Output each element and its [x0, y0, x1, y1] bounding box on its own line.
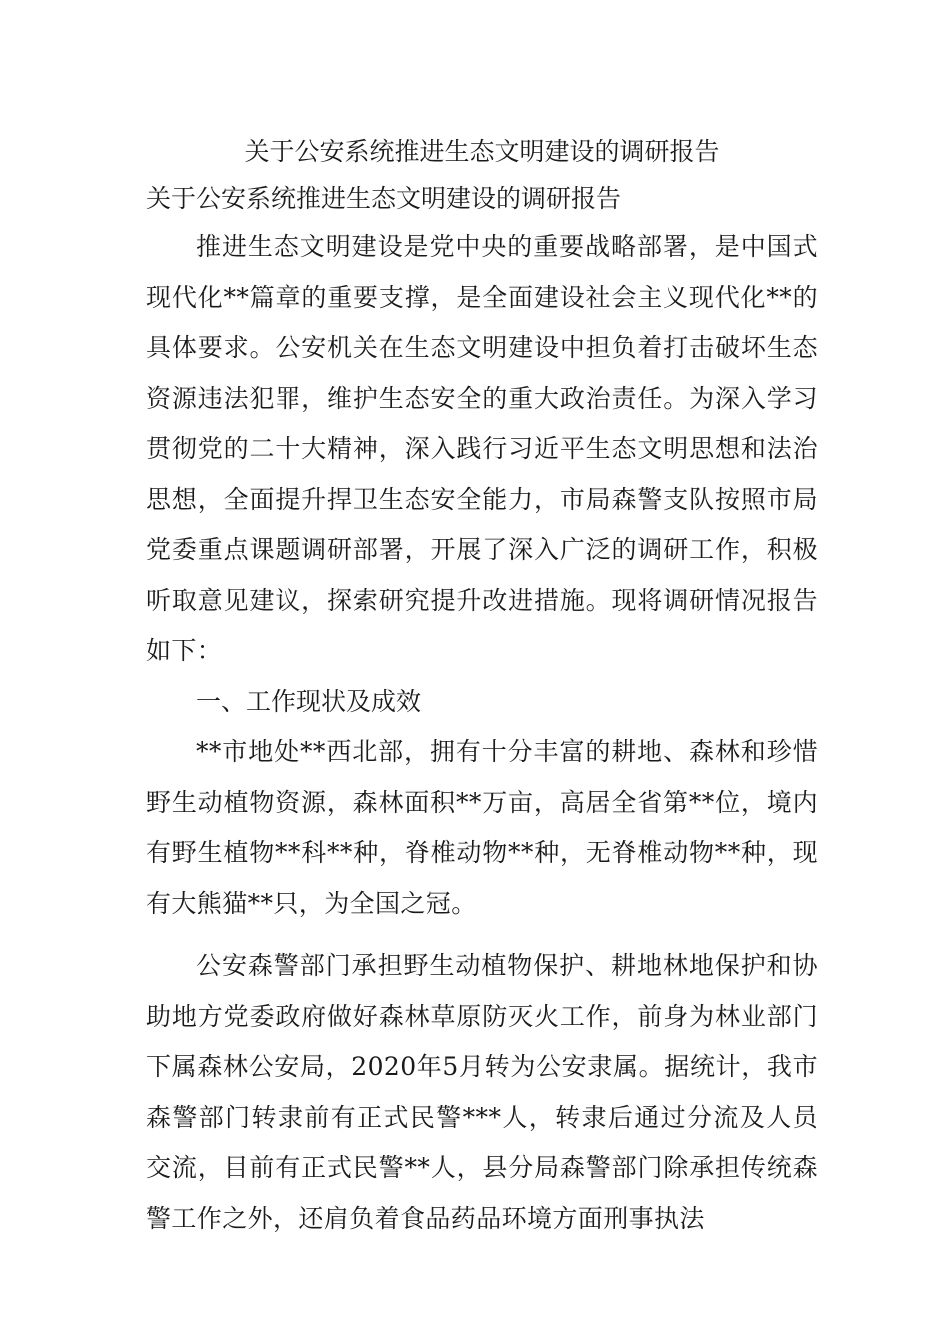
intro-paragraph: 推进生态文明建设是党中央的重要战略部署，是中国式现代化**篇章的重要支撑，是全面建设社会主义现代化**的具体要求。公安机关在生态文明建设中担负着打击破坏生态资源违法犯罪，维护生态安全的重大政治责任。为深入学习贯彻党的二十大精神，深入践行习近平生态文明思想和法治思想，全面提升捍卫生态安全能力，市局森警支队按照市局党委重点课题调研部署，开展了深入广泛的调研工作，积极听取意见建议，探索研究提升改进措施。现将调研情况报告如下： [146, 232, 818, 665]
document-title: 关于公安系统推进生态文明建设的调研报告 [244, 137, 720, 166]
document-subtitle: 关于公安系统推进生态文明建设的调研报告 [146, 184, 622, 213]
section-paragraph-2: 公安森警部门承担野生动植物保护、耕地林地保护和协助地方党委政府做好森林草原防灭火工作，前身为林业部门下属森林公安局，2020年5月转为公安隶属。据统计，我市森警部门转隶前有正式民警***人，转隶后通过分流及人员交流，目前有正式民警**人，县分局森警部门除承担传统森警工作之外，还肩负着食品药品环境方面刑事执法 [146, 951, 818, 1233]
document-body [146, 128, 818, 1244]
section-paragraph-1: **市地处**西北部，拥有十分丰富的耕地、森林和珍惜野生动植物资源，森林面积**万亩，高居全省第**位，境内有野生植物**科**种，脊椎动物**种，无脊椎动物**种，现有大熊猫**只，为全国之冠。 [146, 737, 818, 918]
section-heading: 一、工作现状及成效 [196, 686, 422, 716]
